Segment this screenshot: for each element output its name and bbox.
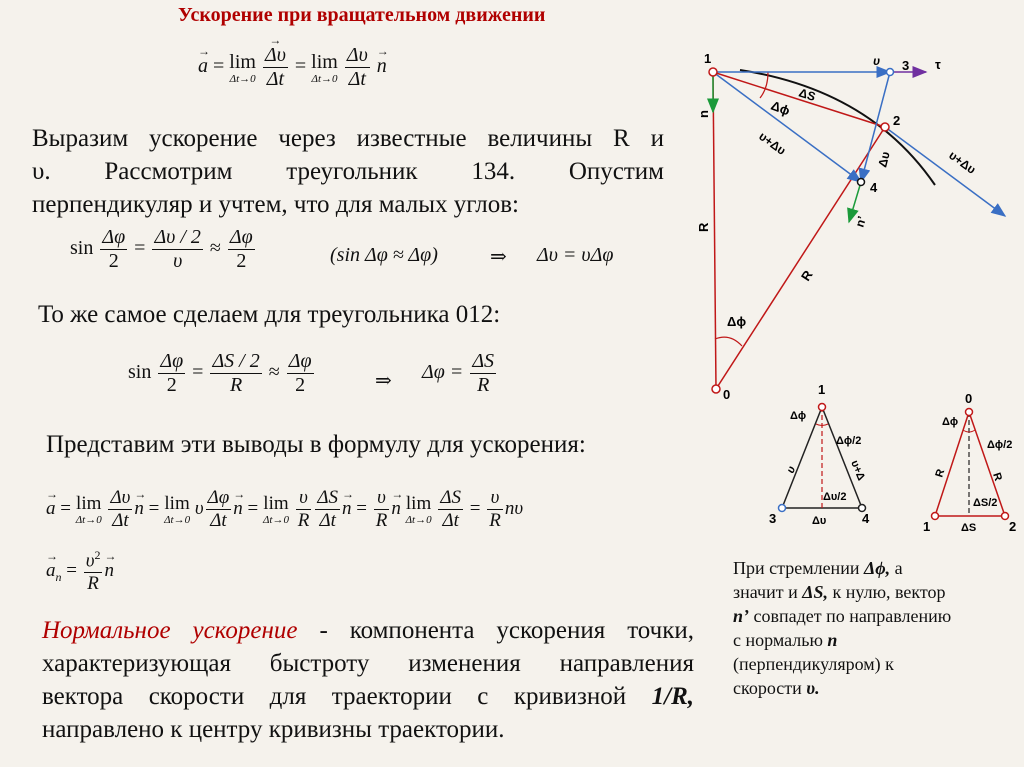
label-tri1-dv-half: Δυ/2	[823, 491, 847, 503]
triangle-012-diagram	[905, 390, 1024, 540]
label-n-prime: n’	[852, 214, 870, 229]
side-note	[733, 556, 1008, 700]
label-point-4: 4	[870, 180, 878, 195]
label-dv: Δυ	[875, 150, 893, 169]
represent-text: Представим эти выводы в формулу для ускорения:	[46, 431, 586, 458]
label-r-2: R	[797, 267, 816, 284]
velocity-vector-v-dv-2	[885, 127, 1005, 216]
label-point-2: 2	[893, 113, 901, 128]
point-1	[709, 68, 717, 76]
formula-dv-result: Δυ = υΔφ	[537, 244, 614, 266]
side-note-line: n’ совпадет по направлению	[733, 606, 952, 626]
page-title: Ускорение при вращательном движении	[178, 4, 546, 26]
definition-line-3: вектора скорости для траектории с кривизной 1/R,	[42, 683, 694, 710]
formula-normal-acceleration: → $a_n$ = $\frac{\upsilon^2}{R}$ → n	[46, 548, 114, 595]
side-note-line: При стремлении Δϕ, а	[733, 558, 903, 578]
label-tri1-dv: Δυ	[812, 515, 827, 527]
definition-line-1: Нормальное ускорение - компонента ускорения точки,	[42, 617, 694, 644]
label-tri1-4: 4	[862, 511, 870, 526]
label-point-1: 1	[704, 51, 712, 66]
intro-line-1: Выразим ускорение через известные величины R и	[32, 125, 664, 152]
triangle-134-diagram	[760, 378, 880, 528]
implies-symbol-1: ⇒	[490, 246, 507, 268]
point-4	[858, 179, 865, 186]
label-v-dv-2: υ+Δυ	[946, 148, 979, 177]
label-tri1-v: υ	[784, 464, 799, 476]
formula-small-angle: (sin Δφ ≈ Δφ)	[330, 244, 438, 266]
side-13	[782, 407, 822, 508]
radius-line-02	[716, 127, 885, 389]
side-note-line: значит и ΔS, к нулю, вектор	[733, 582, 946, 602]
implies-symbol-2: ⇒	[375, 370, 392, 392]
label-tri2-1: 1	[923, 519, 931, 534]
label-n: n	[696, 110, 711, 118]
tri1-point-3	[779, 505, 786, 512]
chord-line-12	[713, 72, 885, 127]
main-rotation-diagram	[680, 50, 1024, 410]
formula-acceleration: → a = lim Δt→0 → $\frac{\Delta\upsilon}{\Delta t}$ = lim Δt→0 $\frac{\Delta\upsilon}{\Delta t}$ → n	[198, 44, 387, 91]
label-tri2-r-1: R	[933, 467, 948, 479]
side-note-line: скорости υ.	[733, 678, 820, 698]
side-note-line: (перпендикуляром) к	[733, 654, 894, 674]
tri2-point-2	[1002, 513, 1009, 520]
point-3	[887, 69, 894, 76]
trajectory-arc	[740, 70, 935, 185]
label-dphi-1: Δϕ	[768, 97, 793, 119]
label-tri2-2: 2	[1009, 519, 1017, 534]
definition-line-4: направлено к центру кривизны траектории.	[42, 716, 505, 743]
label-dphi-2: Δϕ	[727, 314, 747, 329]
label-tri1-1: 1	[818, 382, 826, 397]
label-ds: ΔS	[797, 85, 818, 104]
point-0	[712, 385, 720, 393]
label-tri2-dphi: Δϕ	[942, 416, 959, 428]
intro-line-3: перпендикуляр и учтем, что для малых углов:	[32, 191, 519, 218]
label-point-0: 0	[723, 387, 731, 402]
same-triangle-text: То же самое сделаем для треугольника 012:	[38, 301, 501, 328]
definition-line-2: характеризующая быстроту изменения направления	[42, 650, 694, 677]
formula-dphi-result: Δφ = $\frac{\Delta S}{R}$	[422, 350, 495, 396]
label-v: υ	[873, 54, 881, 68]
label-tri2-0: 0	[965, 391, 973, 406]
label-tri2-ds: ΔS	[961, 522, 977, 534]
tri2-point-0	[966, 409, 973, 416]
label-tri1-3: 3	[769, 511, 777, 526]
label-tri1-dphi-half: Δϕ/2	[836, 435, 862, 447]
velocity-vector-v-dv-1	[713, 72, 861, 182]
formula-sin-triangle-134: sin $\frac{\Delta\varphi}{2}$ = $\frac{\Delta\upsilon / 2}{\upsilon}$ ≈ $\frac{\Delta\varphi}{2}$	[70, 226, 253, 272]
label-v-dv-1: υ+Δυ	[756, 129, 789, 158]
radius-line-01	[713, 72, 716, 389]
label-tau: τ	[935, 57, 941, 72]
label-point-3: 3	[902, 58, 910, 73]
label-tri1-dphi: Δϕ	[790, 410, 807, 422]
label-r-1: R	[696, 222, 711, 232]
angle-arc-0	[715, 337, 742, 346]
label-tri2-ds-half: ΔS/2	[973, 497, 998, 509]
label-tri1-v-dv: υ+Δ	[848, 458, 868, 483]
formula-sin-triangle-012: sin $\frac{\Delta\varphi}{2}$ = $\frac{\Delta S / 2}{R}$ ≈ $\frac{\Delta\varphi}{2}$	[128, 350, 312, 396]
side-note-line: с нормалью n	[733, 630, 838, 650]
intro-line-2: υ. Рассмотрим треугольник 134. Опустим	[32, 158, 664, 185]
formula-long-acceleration: → a = lim Δt→0 $\frac{\Delta\upsilon}{\Delta t}$ → n = lim Δt→0 υ $\frac{\Delta\varphi}{\Delta t}$ → n = lim Δt→0 $\frac{\upsilon}{R}$ $\frac{\Delta S}{\Delta t}$ → n = $\frac{\upsilon}{R}$ → n lim Δt→0 $\frac{\Delta S}{\Delta t}$ = $\frac{\upsilon}{R}$ nυ	[46, 487, 523, 532]
point-2	[881, 123, 889, 131]
tri2-point-1	[932, 513, 939, 520]
label-tri2-dphi-half: Δϕ/2	[987, 439, 1013, 451]
label-tri2-r-2: R	[990, 471, 1005, 483]
definition-term: Нормальное ускорение	[42, 617, 298, 644]
tri1-point-1	[819, 404, 826, 411]
